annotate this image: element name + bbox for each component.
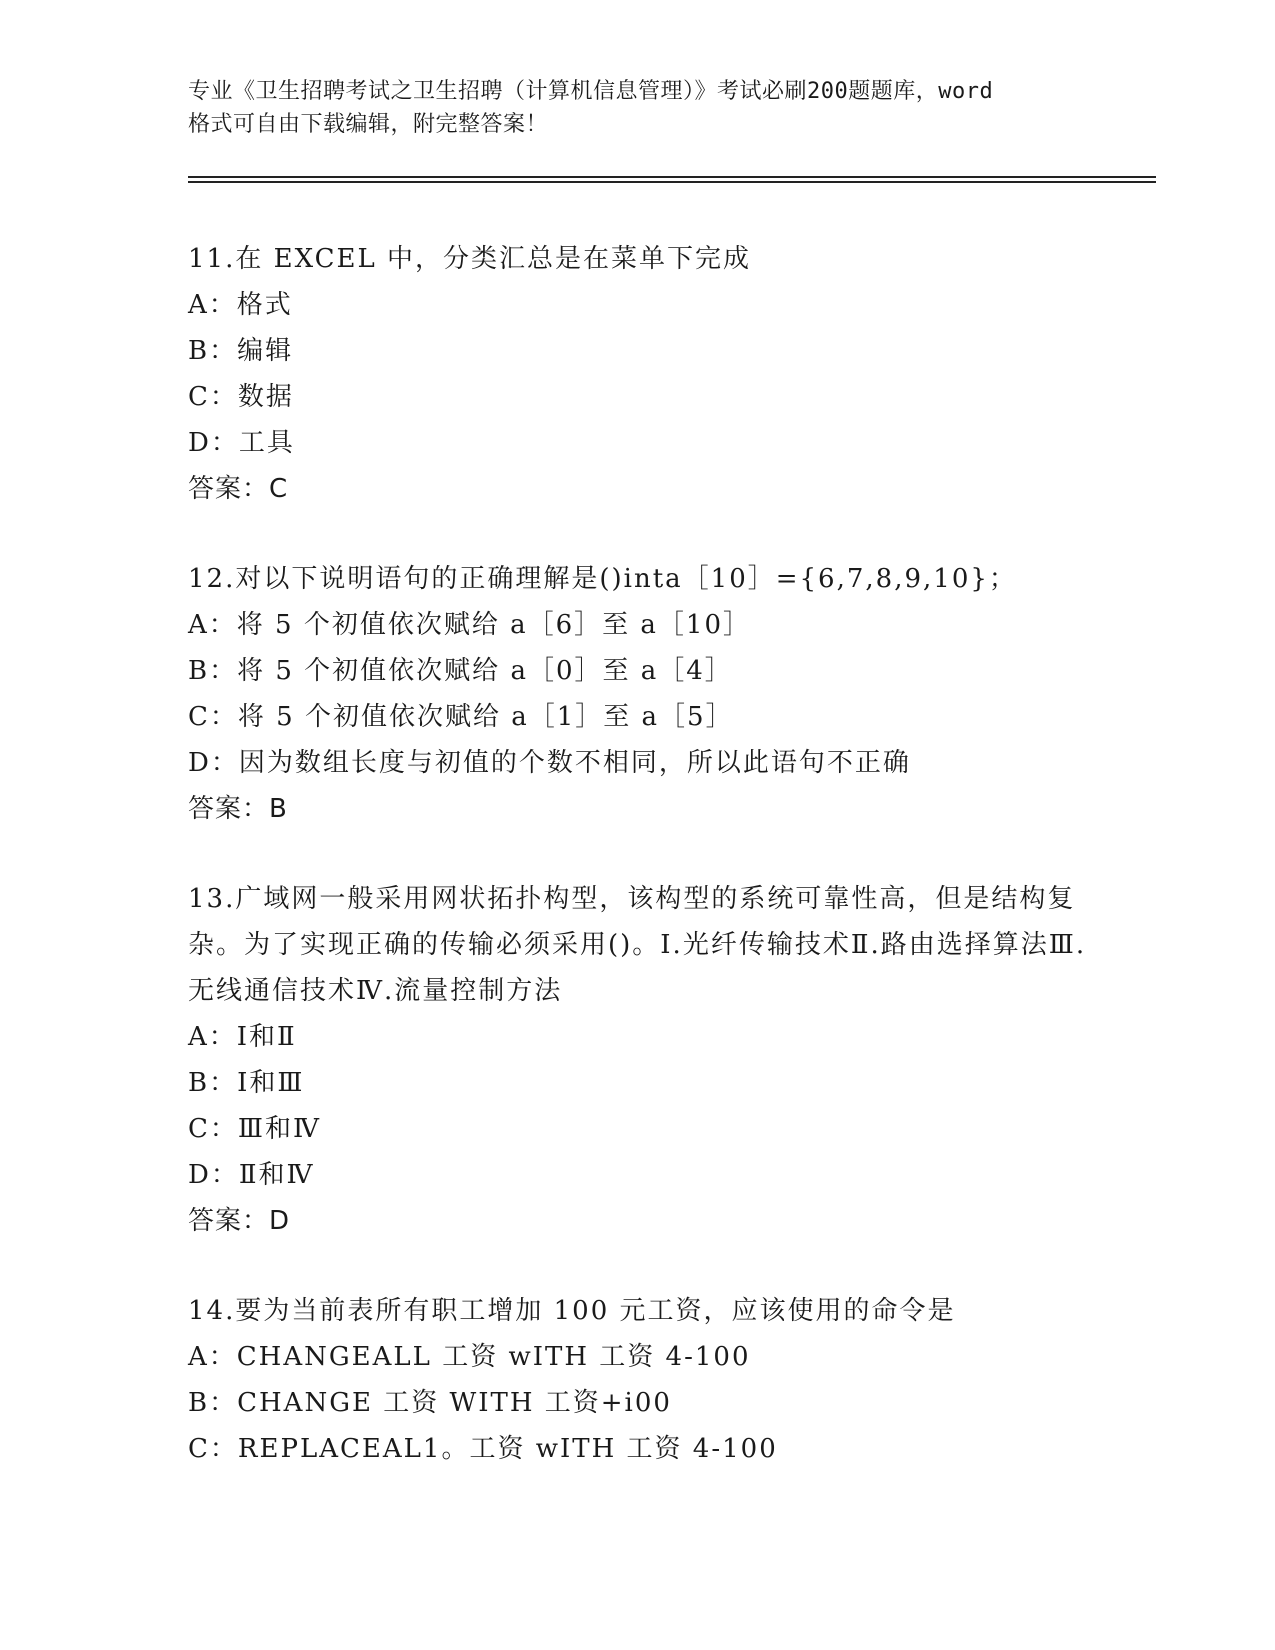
question-stem: 14.要为当前表所有职工增加 100 元工资，应该使用的命令是 xyxy=(188,1296,956,1326)
option-c: C：REPLACEAL1。工资 wITH 工资 4-100 xyxy=(188,1434,778,1464)
question-11 xyxy=(188,236,1088,512)
question-list xyxy=(188,236,1088,1516)
question-14 xyxy=(188,1288,1088,1472)
header-title-line-2: 格式可自由下载编辑，附完整答案！ xyxy=(188,112,549,137)
header-divider-top xyxy=(188,176,1156,178)
question-stem: 12.对以下说明语句的正确理解是()inta［10］={6,7,8,9,10}； xyxy=(188,564,1017,594)
header-divider-bottom xyxy=(188,181,1156,183)
option-a: A：将 5 个初值依次赋给 a［6］至 a［10］ xyxy=(188,610,752,640)
answer-label: 答案：D xyxy=(188,1206,291,1236)
option-a: A：Ⅰ和Ⅱ xyxy=(188,1022,297,1052)
option-b: B：将 5 个初值依次赋给 a［0］至 a［4］ xyxy=(188,656,733,686)
question-12 xyxy=(188,556,1088,832)
question-stem: 13.广域网一般采用网状拓扑构型，该构型的系统可靠性高，但是结构复杂。为了实现正确的传输必须采用()。Ⅰ.光纤传输技术Ⅱ.路由选择算法Ⅲ.无线通信技术Ⅳ.流量控制方法 xyxy=(188,884,1087,1006)
option-c: C：数据 xyxy=(188,382,294,412)
option-d: D：工具 xyxy=(188,428,295,458)
option-b: B：CHANGE 工资 WITH 工资+i00 xyxy=(188,1388,672,1418)
option-b: B：Ⅰ和Ⅲ xyxy=(188,1068,305,1098)
question-stem: 11.在 EXCEL 中，分类汇总是在菜单下完成 xyxy=(188,244,752,274)
option-a: A：格式 xyxy=(188,290,293,320)
document-header xyxy=(188,75,1098,141)
option-c: C：Ⅲ和Ⅳ xyxy=(188,1114,321,1144)
option-c: C：将 5 个初值依次赋给 a［1］至 a［5］ xyxy=(188,702,734,732)
option-a: A：CHANGEALL 工资 wITH 工资 4-100 xyxy=(188,1342,751,1372)
option-b: B：编辑 xyxy=(188,336,294,366)
option-d: D：Ⅱ和Ⅳ xyxy=(188,1160,315,1190)
answer-label: 答案：C xyxy=(188,474,289,504)
option-d: D：因为数组长度与初值的个数不相同，所以此语句不正确 xyxy=(188,748,911,778)
header-title-line-1: 专业《卫生招聘考试之卫生招聘（计算机信息管理）》考试必刷200题题库，word xyxy=(188,79,994,104)
question-13 xyxy=(188,876,1088,1244)
answer-label: 答案：B xyxy=(188,794,288,824)
